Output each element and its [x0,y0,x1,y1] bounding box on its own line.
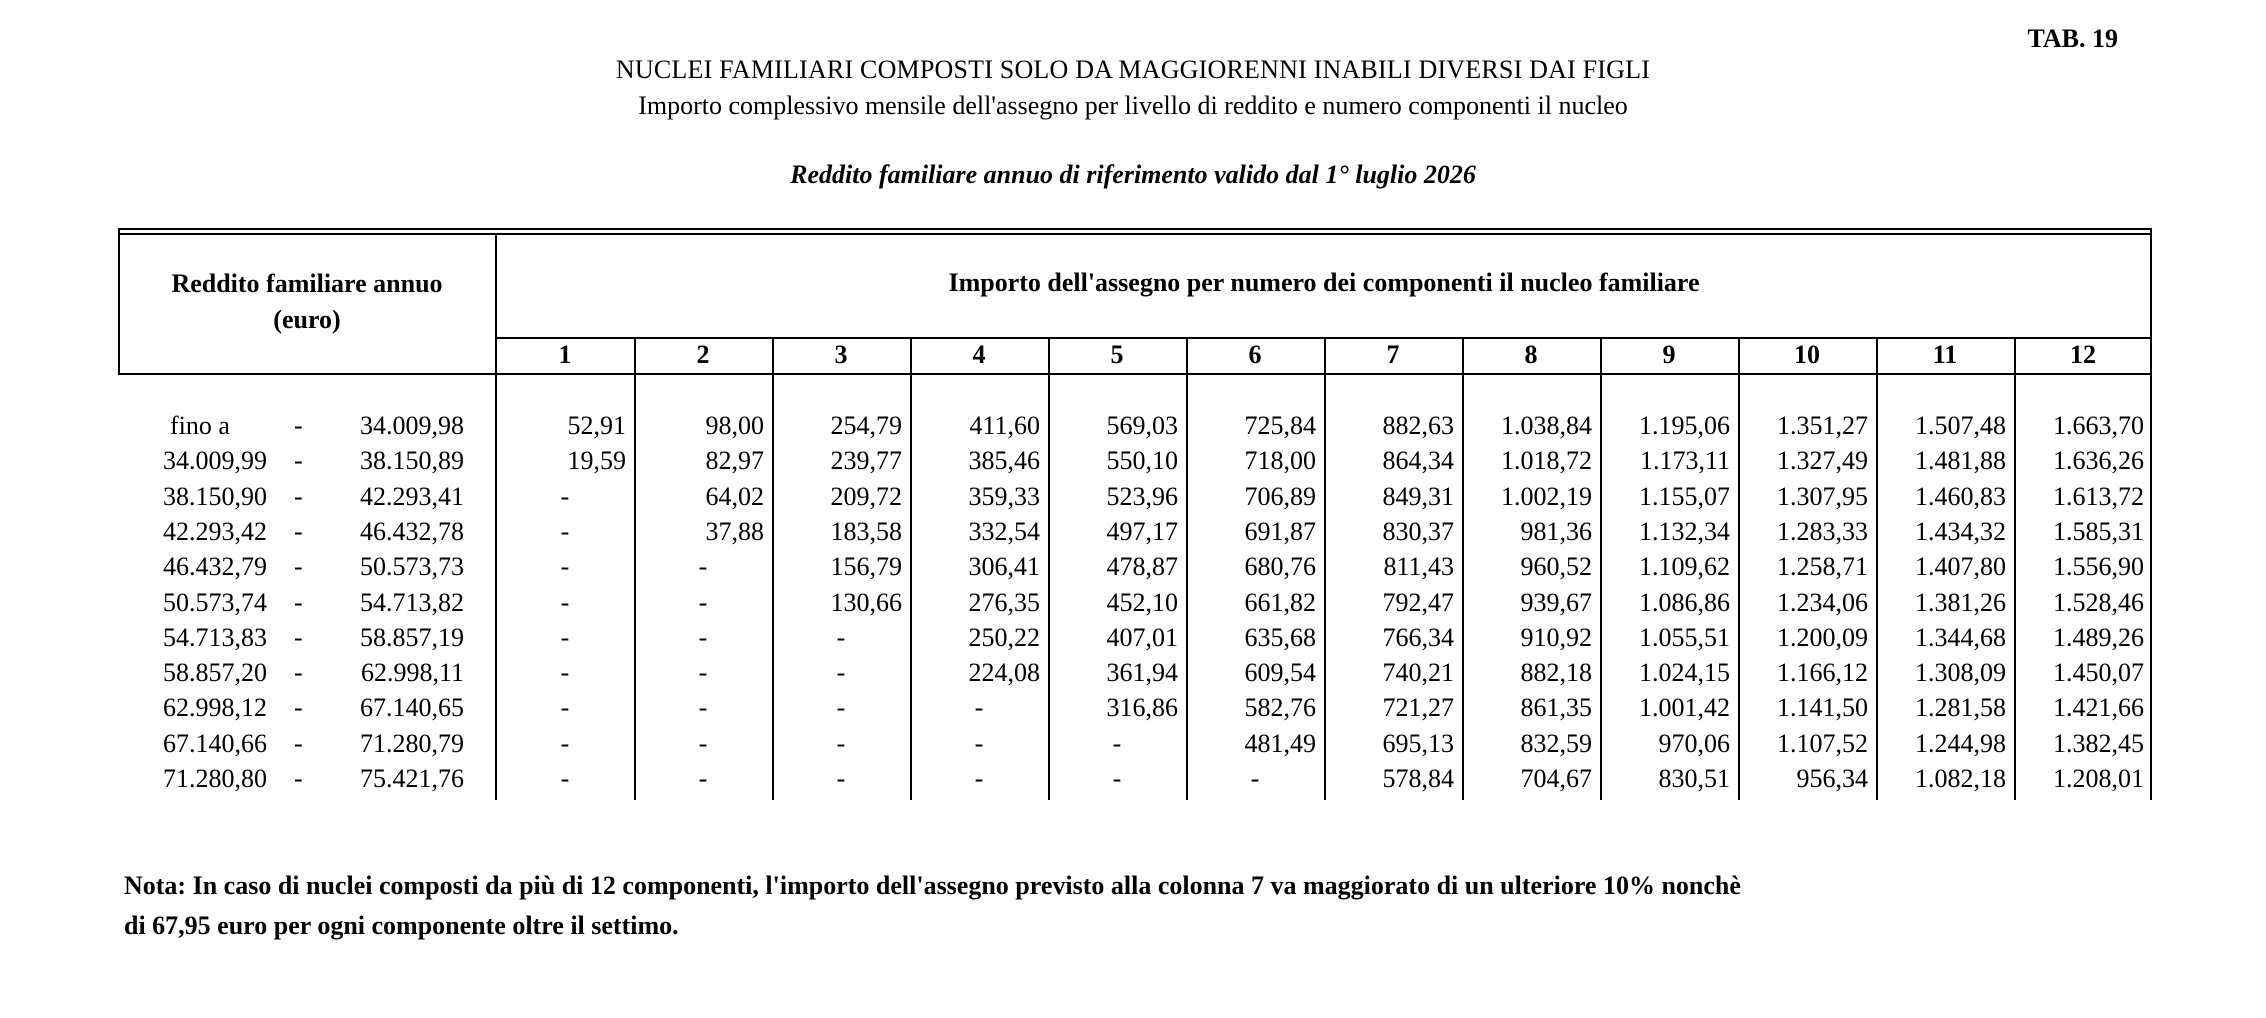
amount-cell: - [560,658,570,687]
amount-cell: - [560,517,570,546]
amount-cell: 1.308,09 [1915,658,2006,687]
amount-cell: 1.132,34 [1639,517,1730,546]
amount-cell: 156,79 [830,552,902,581]
amount-cell: 1.421,66 [2053,693,2144,722]
amount-cell: 1.381,26 [1915,588,2006,617]
amount-cell: 1.109,62 [1639,552,1730,581]
amount-cell: 361,94 [1106,658,1178,687]
amount-cell: 1.351,27 [1777,411,1868,440]
amount-cell: 316,86 [1106,693,1178,722]
amount-cell: 1.173,11 [1639,446,1730,475]
income-to: 46.432,78 [360,517,464,546]
amount-cell: - [698,693,708,722]
amount-cell: - [698,623,708,652]
amount-cell: 1.481,88 [1915,446,2006,475]
income-separator: - [294,588,303,617]
income-from: 38.150,90 [163,482,267,511]
amount-cell: 1.024,15 [1639,658,1730,687]
amount-cell: 37,88 [705,517,764,546]
column-header-8: 8 [1524,340,1538,369]
amount-cell: - [836,693,846,722]
footnote [124,866,2124,946]
amount-cell: 1.141,50 [1777,693,1868,722]
amount-cell: 1.200,09 [1777,623,1868,652]
amount-cell: 680,76 [1244,552,1316,581]
amount-cell: 1.450,07 [2053,658,2144,687]
table-caption: Reddito familiare annuo di riferimento valido dal 1° luglio 2026 [790,160,1476,189]
income-separator: - [294,764,303,793]
allowance-table [118,228,2152,800]
amount-cell: 1.258,71 [1777,552,1868,581]
amount-cell: - [560,482,570,511]
amount-cell: 1.507,48 [1915,411,2006,440]
amount-cell: 19,59 [567,446,626,475]
amount-cell: 1.382,45 [2053,729,2144,758]
amount-cell: 1.055,51 [1639,623,1730,652]
amount-cell: 691,87 [1244,517,1316,546]
amount-cell: 1.283,33 [1777,517,1868,546]
amount-cell: 407,01 [1106,623,1178,652]
amount-cell: - [698,764,708,793]
income-header [118,266,496,338]
income-separator: - [294,482,303,511]
income-separator: - [294,623,303,652]
amount-cell: 452,10 [1106,588,1178,617]
amount-cell: 849,31 [1382,482,1454,511]
income-header-line1: Reddito familiare annuo [171,269,443,298]
column-header-12: 12 [2070,340,2096,369]
amount-cell: 695,13 [1382,729,1454,758]
income-separator: - [294,729,303,758]
amount-cell: 359,33 [968,482,1040,511]
column-header-9: 9 [1662,340,1676,369]
amount-cell: 82,97 [705,446,764,475]
amount-cell: - [698,658,708,687]
income-from: 42.293,42 [163,517,267,546]
amount-cell: 1.002,19 [1501,482,1592,511]
income-from: 50.573,74 [163,588,267,617]
income-from: 62.998,12 [163,693,267,722]
income-to: 75.421,76 [360,764,464,793]
income-to: 71.280,79 [360,729,464,758]
amount-cell: 1.208,01 [2053,764,2144,793]
amount-cell: 1.107,52 [1777,729,1868,758]
amount-cell: 478,87 [1106,552,1178,581]
income-to: 50.573,73 [360,552,464,581]
income-separator: - [294,446,303,475]
amount-cell: 1.086,86 [1639,588,1730,617]
amount-cell: 1.528,46 [2053,588,2144,617]
income-to: 34.009,98 [360,411,464,440]
amount-cell: 98,00 [705,411,764,440]
amount-cell: 1.038,84 [1501,411,1592,440]
income-header-line2: (euro) [273,305,341,334]
amount-cell: 704,67 [1520,764,1592,793]
income-to: 54.713,82 [360,588,464,617]
amount-cell: 718,00 [1244,446,1316,475]
amount-cell: - [836,623,846,652]
column-header-10: 10 [1794,340,1820,369]
amount-cell: 64,02 [705,482,764,511]
amount-cell: 830,51 [1658,764,1730,793]
amount-cell: 1.166,12 [1777,658,1868,687]
amount-cell: 578,84 [1382,764,1454,793]
amount-cell: 792,47 [1382,588,1454,617]
amount-cell: 661,82 [1244,588,1316,617]
income-to: 62.998,11 [360,658,464,687]
amount-cell: 1.307,95 [1777,482,1868,511]
income-separator: - [294,517,303,546]
amount-cell: 523,96 [1106,482,1178,511]
column-header-3: 3 [834,340,848,369]
amount-cell: - [1112,764,1122,793]
income-from: 34.009,99 [163,446,267,475]
amount-cell: - [1250,764,1260,793]
amount-cell: 1.234,06 [1777,588,1868,617]
table-right-border [2150,228,2152,800]
amount-cell: 332,54 [968,517,1040,546]
amount-cell: 306,41 [968,552,1040,581]
amount-cell: - [974,693,984,722]
amount-cell: 224,08 [968,658,1040,687]
amount-cell: 1.018,72 [1501,446,1592,475]
amount-cell: 550,10 [1106,446,1178,475]
amount-cell: 981,36 [1520,517,1592,546]
amount-header: Importo dell'assegno per numero dei componenti il nucleo familiare [948,268,1700,297]
amount-cell: 1.636,26 [2053,446,2144,475]
income-from: 46.432,79 [163,552,267,581]
amount-cell: 569,03 [1106,411,1178,440]
footnote-line1: Nota: In caso di nuclei composti da più di 12 componenti, l'importo dell'assegno previsto alla colonna 7 va maggiorato di un ulteriore 10% nonchè [124,871,1741,900]
amount-cell: - [974,764,984,793]
amount-cell: 385,46 [968,446,1040,475]
amount-cell: 1.155,07 [1639,482,1730,511]
income-separator: - [294,693,303,722]
amount-cell: - [974,729,984,758]
amount-cell: - [698,588,708,617]
amount-cell: 740,21 [1382,658,1454,687]
income-from: 67.140,66 [163,729,267,758]
amount-cell: 1.460,83 [1915,482,2006,511]
footnote-line2: di 67,95 euro per ogni componente oltre il settimo. [124,911,679,940]
amount-cell: 766,34 [1382,623,1454,652]
amount-cell: 254,79 [830,411,902,440]
amount-cell: 1.082,18 [1915,764,2006,793]
amount-cell: - [836,764,846,793]
table-top-border-inner [118,233,2152,235]
amount-cell: - [560,764,570,793]
amount-cell: 1.001,42 [1639,693,1730,722]
amount-cell: 882,18 [1520,658,1592,687]
income-to: 67.140,65 [360,693,464,722]
amount-cell: 1.613,72 [2053,482,2144,511]
income-to: 42.293,41 [360,482,464,511]
amount-cell: 811,43 [1383,552,1454,581]
column-header-7: 7 [1386,340,1400,369]
amount-cell: 209,72 [830,482,902,511]
amount-cell: 861,35 [1520,693,1592,722]
column-header-11: 11 [1932,340,1958,369]
amount-cell: 1.663,70 [2053,411,2144,440]
amount-cell: - [560,552,570,581]
income-separator: - [294,411,303,440]
column-header-2: 2 [696,340,710,369]
column-header-6: 6 [1248,340,1262,369]
income-from: 58.857,20 [163,658,267,687]
amount-cell: 882,63 [1382,411,1454,440]
amount-cell: 832,59 [1520,729,1592,758]
amount-cell: 130,66 [830,588,902,617]
amount-cell: 250,22 [968,623,1040,652]
amount-cell: 939,67 [1520,588,1592,617]
amount-cell: 411,60 [969,411,1040,440]
amount-cell: 1.344,68 [1915,623,2006,652]
amount-cell: 481,49 [1244,729,1316,758]
amount-cell: 582,76 [1244,693,1316,722]
amount-cell: - [560,729,570,758]
amount-cell: 276,35 [968,588,1040,617]
amount-cell: 609,54 [1244,658,1316,687]
income-from: 71.280,80 [163,764,267,793]
amount-cell: 725,84 [1244,411,1316,440]
amount-cell: 864,34 [1382,446,1454,475]
income-from: 54.713,83 [163,623,267,652]
income-to: 38.150,89 [360,446,464,475]
amount-cell: 1.434,32 [1915,517,2006,546]
column-header-5: 5 [1110,340,1124,369]
amount-cell: 497,17 [1106,517,1178,546]
amount-cell: 239,77 [830,446,902,475]
amount-cell: 956,34 [1796,764,1868,793]
amount-cell: - [836,729,846,758]
amount-cell: 1.585,31 [2053,517,2144,546]
amount-cell: - [560,693,570,722]
amount-cell: - [560,623,570,652]
header-bottom-border [118,373,2152,375]
table-top-border [118,228,2152,230]
amount-cell: 1.556,90 [2053,552,2144,581]
amount-cell: - [1112,729,1122,758]
amount-cell: 1.244,98 [1915,729,2006,758]
tab-label: TAB. 19 [2027,24,2118,53]
income-separator: - [294,552,303,581]
income-separator: - [294,658,303,687]
amount-cell: 970,06 [1658,729,1730,758]
income-from: fino a [170,411,230,440]
amount-cell: 960,52 [1520,552,1592,581]
amount-cell: - [698,552,708,581]
document-subtitle: Importo complessivo mensile dell'assegno per livello di reddito e numero componenti il nucleo [638,91,1628,120]
column-header-1: 1 [558,340,572,369]
amount-cell: 183,58 [830,517,902,546]
amount-cell: 1.489,26 [2053,623,2144,652]
amount-cell: - [698,729,708,758]
column-header-4: 4 [972,340,986,369]
amount-cell: 635,68 [1244,623,1316,652]
amount-cell: 1.195,06 [1639,411,1730,440]
amount-cell: - [836,658,846,687]
amount-cell: 910,92 [1520,623,1592,652]
amount-cell: 52,91 [567,411,626,440]
amount-cell: - [560,588,570,617]
amount-cell: 1.281,58 [1915,693,2006,722]
amount-cell: 830,37 [1382,517,1454,546]
document-title: NUCLEI FAMILIARI COMPOSTI SOLO DA MAGGIORENNI INABILI DIVERSI DAI FIGLI [615,55,1651,84]
amount-cell: 1.327,49 [1777,446,1868,475]
amount-cell: 1.407,80 [1915,552,2006,581]
amount-cell: 721,27 [1382,693,1454,722]
income-to: 58.857,19 [360,623,464,652]
amount-cell: 706,89 [1244,482,1316,511]
